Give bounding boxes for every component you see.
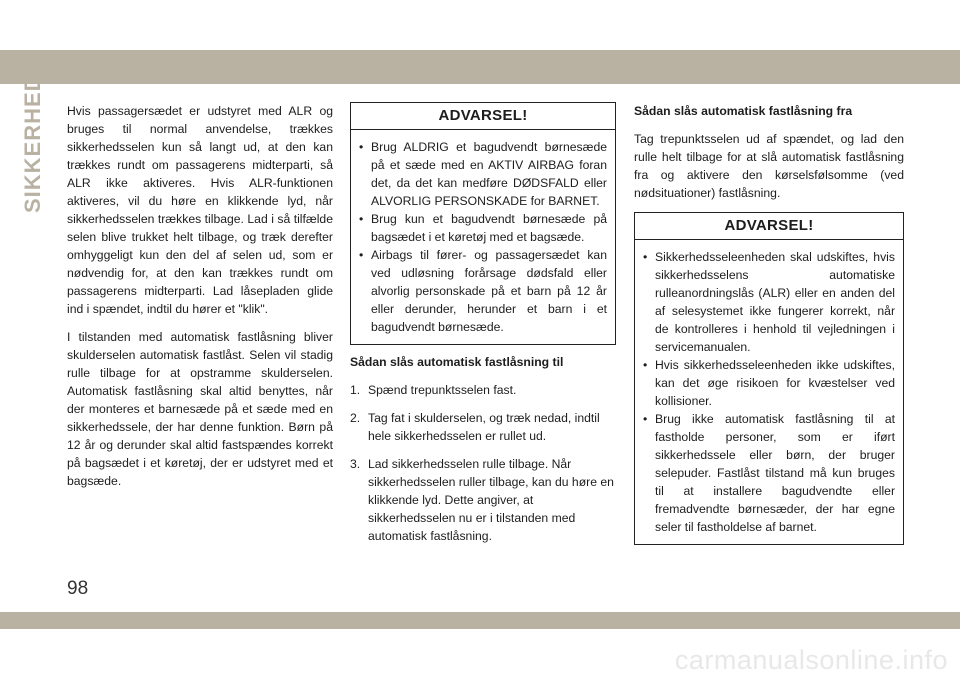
step-text: Lad sikkerhedsselen rulle tilbage. Når sikkerhedsselen ruller tilbage, kan du høre en klikkende lyd. Dette angiver, at sikkerhedsselen nu er i tilstanden med automatisk fastlåsning. xyxy=(368,457,614,543)
warning-item: • Brug kun et bagudvendt børnesæde på bagsædet i et køretøj med et bagsæde. xyxy=(359,210,607,246)
footer-strip xyxy=(0,612,960,629)
paragraph: Tag trepunktsselen ud af spændet, og lad den rulle helt tilbage for at slå automatisk fastlåsning fra og aktivere den kørselsfølsomme (ved nødsituationer) fastlåsning. xyxy=(634,132,904,200)
warning-item: • Sikkerhedsseleenheden skal udskiftes, hvis sikkerhedsselens automatiske rulleanordningslås (ALR) eller en anden del af selesystemet ikke fungerer korrekt, når de kontrolleres i henhold til vejledningen i servicemanualen. xyxy=(643,248,895,356)
header-strip xyxy=(0,50,960,84)
warning-title: ADVARSEL! xyxy=(351,103,615,130)
step-item xyxy=(350,455,616,545)
warning-list xyxy=(351,130,615,344)
warning-list xyxy=(635,240,903,544)
step-number: 3. xyxy=(350,457,361,471)
paragraph: Hvis passagersædet er udstyret med ALR og bruges til normal anvendelse, trækkes sikkerhedsselen kun så langt ud, at den kan trækkes rundt om passagerens midterparti, så ALR ikke aktiveres. Hvis ALR-funktionen aktiveres, vil du høre en klikkende lyd, når sikkerhedsselen trækkes tilbage. Lad i så tilfælde selen blive trukket helt tilbage, og træk derefter omhyggeligt kun den del af selen ud, som er nødvendig for, at den kan trækkes rundt om passagerens midterparti. Lad låsepladen glide ind i spændet, indtil du hører et "klik". xyxy=(67,104,333,316)
step-text: Spænd trepunktsselen fast. xyxy=(368,383,517,397)
step-item xyxy=(350,409,616,445)
step-text: Tag fat i skulderselen, og træk nedad, indtil hele sikkerhedsselen er rullet ud. xyxy=(368,411,600,443)
section-subheading: Sådan slås automatisk fastlåsning fra xyxy=(634,104,853,118)
section-side-label: SIKKERHED xyxy=(20,74,45,213)
warning-item: • Airbags til fører- og passagersædet kan ved udløsning forårsage dødsfald eller alvorlig personskade på et barn på 12 år eller derunder, herunder et barn i et bagudvendt børnesæde. xyxy=(359,246,607,336)
warning-box xyxy=(350,102,616,345)
step-item xyxy=(350,381,616,399)
warning-item: • Brug ikke automatisk fastlåsning til at fastholde personer, som er iført sikkerhedssele eller børn, der bruger selepuder. Fastlåst tilstand må kun bruges til at installere bagudvendte eller fremadvendte børnesæder, der har egne seler til fastholdelse af barnet. xyxy=(643,410,895,536)
watermark: carmanualsonline.info xyxy=(674,645,948,675)
warning-item: • Brug ALDRIG et bagudvendt børnesæde på et sæde med en AKTIV AIRBAG foran det, da det kan medføre DØDSFALD eller ALVORLIG PERSONSKADE for BARNET. xyxy=(359,138,607,210)
steps-list xyxy=(350,381,616,545)
section-subheading: Sådan slås automatisk fastlåsning til xyxy=(350,355,564,369)
step-number: 1. xyxy=(350,383,361,397)
warning-box xyxy=(634,212,904,545)
header-band xyxy=(0,0,960,84)
warning-title: ADVARSEL! xyxy=(635,213,903,240)
column-2 xyxy=(350,102,616,555)
paragraph: I tilstanden med automatisk fastlåsning bliver skulderselen automatisk fastlåst. Selen vil stadig rulle tilbage for at opstramme skulderselen. Automatisk fastlåsning skal altid benyttes, når der monteres et barnesæde på et sæde med en sikkerhedssele, der har denne funktion. Børn på 12 år og derunder skal altid fastspændes korrekt på bagsædet i et køretøj, der er udstyret med et bagsæde. xyxy=(67,330,333,488)
step-number: 2. xyxy=(350,411,361,425)
warning-item: • Hvis sikkerhedsseleenheden ikke udskiftes, kan det øge risikoen for kvæstelser ved kollisioner. xyxy=(643,356,895,410)
column-1 xyxy=(67,102,333,500)
column-3 xyxy=(634,102,904,553)
page-number: 98 xyxy=(67,578,89,599)
